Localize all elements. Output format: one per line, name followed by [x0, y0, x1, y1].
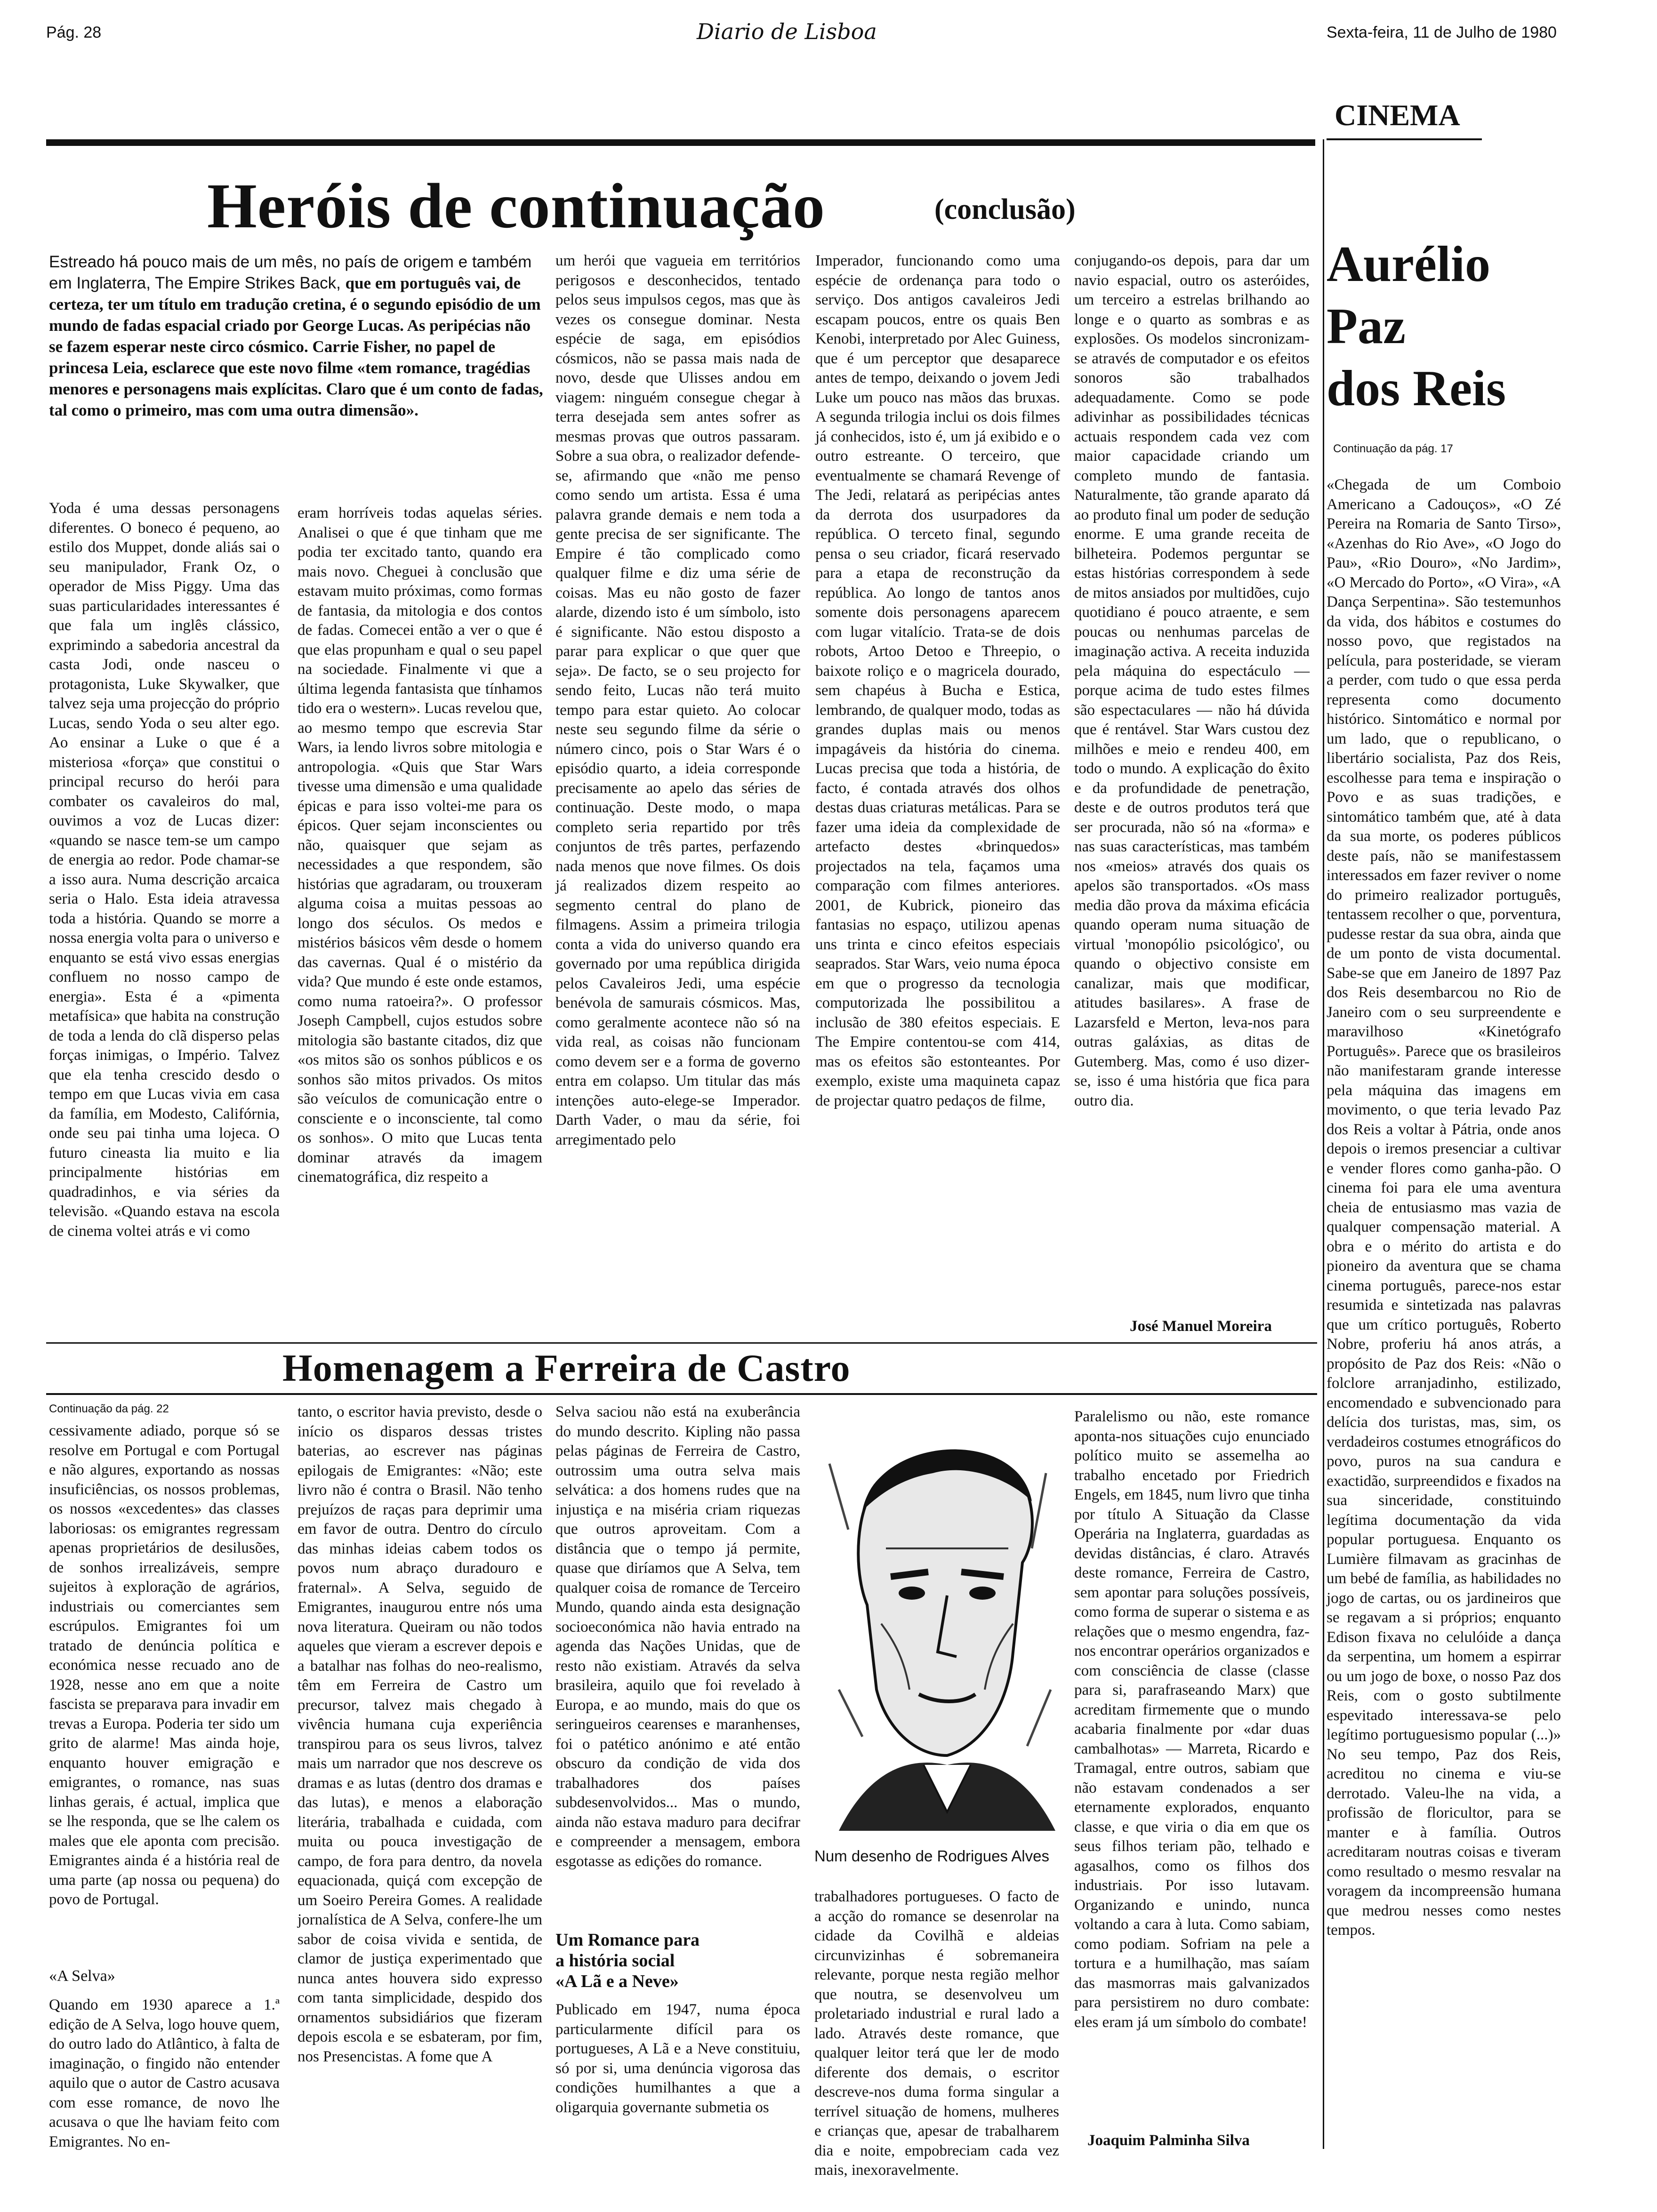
image-caption: Num desenho de Rodrigues Alves — [814, 1847, 1049, 1865]
headline-note: (conclusão) — [934, 193, 1076, 225]
section-rule — [1327, 138, 1482, 140]
subheadline-line: Um Romance para — [555, 1930, 700, 1950]
subheadline — [555, 1930, 700, 1992]
article2-column-4b — [814, 1887, 1059, 2179]
article-column-1 — [49, 499, 280, 1332]
article-column-3 — [555, 251, 800, 1334]
continuation-note: Continuação da pág. 17 — [1333, 442, 1453, 455]
sidebar-title-line: Paz — [1327, 298, 1406, 354]
portrait-drawing — [811, 1407, 1074, 1840]
article-text: Quando em 1930 aparece a 1.ª edição de A Selva, logo houve quem, do outro lado do Atlântico, à falta de imaginação, o fingido não entender aquilo que o autor de Castro acusava com esse romance, de novo lhe acusava o que lhe haviam feito com Emigrantes. No en- — [49, 1996, 280, 2150]
article-text: eram horríveis todas aquelas séries. Analisei o que é que tinham que me podia ter excitado tanto, quando era mais novo. Cheguei à conclusão que estavam muito próximas, como formas de fantasia, da mitologia e dos contos de fadas. Comecei então a ver o que é que elas propunham e qual o seu papel na sociedade. Finalmente vi que a última legenda fantasista que tínhamos tido era o western». Lucas revelou que, ao mesmo tempo que escrevia Star Wars, ia lendo livros sobre mitologia e antropologia. «Quis que Star Wars tivesse uma dimensão e uma qualidade épicas e para isso voltei-me para os épicos. Quer sejam inconscientes ou não, quaisquer que sejam as necessidades a que respondem, são histórias que agradaram, ou trouxeram alguma coisa a muitas pessoas ao longo dos séculos. Os medos e mistérios básicos vêm desde o homem das cavernas. Qual é o mistério da vida? Que mundo é este onde estamos, como numa ratoeira?». O professor Joseph Campbell, cujos estudos sobre mitologia são bastante citados, diz que «os mitos são os sonhos públicos e os sonhos são mitos privados. Os mitos são veículos de comunicação entre o consciente e o inconsciente, tal como os sonhos». O mito que Lucas tenta dominar através da imagem cinematográfica, diz respeito a — [298, 505, 542, 1186]
sidebar-title — [1327, 233, 1506, 420]
lead-paragraph — [49, 251, 548, 482]
subheadline-line: «A Lã e a Neve» — [555, 1972, 679, 1991]
sidebar-title-line: Aurélio — [1327, 236, 1490, 292]
article-text: Paralelismo ou não, este romance aponta-nos situações cujo enunciado político muito se assemelha ao trabalho encetado por Friedrich Engels, em 1845, num livro que tinha por título A Situação da Classe Operária na Inglaterra, guardadas as devidas distâncias, é claro. Através deste romance, Ferreira de Castro, sem apontar para soluções possíveis, como forma de superar o sistema e as relações que o mesmo engendra, faz-nos encontrar operários organizados e com consciência de classe (classe para si, parafraseando Marx) que acreditam firmemente que o mundo acabaria finalmente por «dar duas cambalhotas» — Marreta, Ricardo e Tramagal, entre outros, sabiam que não estavam condenados a ser eternamente explorados, enquanto classe, e que viria o dia em que os seus filhos teriam pão, telhado e agasalhos, como os filhos dos industriais. Por isso lutavam. Organizando e unindo, nunca voltando a cara à luta. Como sabiam, como podiam. Sofriam na pele a tortura e a humilhação, mas saíam das masmorras mais galvanizados para persistirem no duro combate: eles eram já um símbolo do combate! — [1074, 1408, 1310, 2031]
sidebar-text: «Chegada de um Comboio Americano a Cadouços», «O Zé Pereira na Romaria de Santo Tirso», «Azenhas do Rio Ave», «O Jogo do Pau», «Rio Douro», «No Jardim», «O Mercado do Porto», «O Vira», «A Dança Serpentina». São testemunhos da vida, dos hábitos e costumes do nosso povo, que registados na película, para posteridade, se vieram a perder, com tudo o que essa perda representa como documento histórico. Sintomático e normal por um lado, que o republicano, o libertário socialista, Paz dos Reis, escolhesse para tema e inspiração o Povo e as suas tradições, e sintomático também que, até à data da sua morte, os poderes públicos deste país, não se manifestassem interessados em fazer reviver o nome do primeiro realizador português, tentassem recolher o que, porventura, pudesse restar da sua obra, ainda que de um ponto de vista documental. Sabe-se que em Janeiro de 1897 Paz dos Reis desembarcou no Rio de Janeiro com o seu surpreendente e maravilhoso «Kinetógrafo Português». Parece que os brasileiros não manifestaram grande interesse pela máquina das imagens em movimento, o que teria levado Paz dos Reis a voltar à Pátria, onde anos depois o iremos presenciar a cultivar e vender flores como ganha-pão. O cinema foi para ele uma aventura cheia de entusiasmo mas vazia de qualquer compensação material. A obra e o mérito do artista e do pioneiro da aventura que se chama cinema português, parece-nos estar resumida e sintetizada nas palavras que um crítico português, Roberto Nobre, proferiu há anos atrás, a propósito de Paz dos Reis: «Não o folclore arranjadinho, estilizado, encomendado e subvencionado para delícia dos turistas, mas, sim, os verdadeiros costumes etnográficos do povo, puros na sua candura e exactidão, surpreendidos e fixados na sua sinceridade, constituindo legítima documentação da vida popular portuguesa. Enquanto os Lumière filmavam as gracinhas de um bebé de família, as habilidades no jogo de cartas, ou os jardineiros que se regavam a si próprios; enquanto Edison fixava no celulóide a dança da serpentina, um homem a espirrar ou um jogo de boxe, o nosso Paz dos Reis, com o gosto subtilmente espevitado interessava-se pelo legítimo portuguesismo popular (...)» No seu tempo, Paz dos Reis, acreditou no cinema e viu-se derrotado. Valeu-lhe na vida, a profissão de floricultor, para se manter e à família. Outros acreditaram noutras coisas e tiveram como resultado o mesmo resvalar na voragem da incompreensão humana que medrou nesses como nestes tempos. — [1327, 476, 1561, 1939]
article-column-5 — [1074, 251, 1310, 1296]
article-text: conjugando-os depois, para dar um navio espacial, outro os asteróides, um terceiro a estrelas brilhando ao longe e o quarto as sombras e as explosões. Os modelos sincronizam-se através de computador e os efeitos sonoros são trabalhados adequadamente. Como se pode adivinhar as possibilidades técnicas actuais respondem cada vez com maior capacidade criando um completo mundo de fantasia. Naturalmente, tão grande aparato dá ao produto final um poder de sedução enorme. E uma grande receita de bilheteira. Podemos perguntar se estas histórias correspondem à sede de mitos ansiados por multidões, cujo quotidiano é pouco atraente, e sem poucas ou nenhumas parcelas de imaginação activa. A receita induzida pela máquina do espectáculo — porque acima de tudo estes filmes são espectaculares — não há dúvida que é rentável. Star Wars custou dez milhões e meio e rendeu 400, em todo o mundo. A explicação do êxito e da profundidade de penetração, deste e de outros produtos terá que ser procurada, não só na «forma» e nas suas características, mas também nos «meios» através dos quais os apelos são transportados. «Os mass media dão prova da máxima eficácia quando operam numa situação de virtual 'monopólio psicológico', ou quando o objectivo consiste em canalizar, mais que modificar, atitudes basilares». A frase de Lazarsfeld e Merton, leva-nos para outras galáxias, as ditas de Gutemberg. Mas, como é uso dizer-se, isso é uma história que fica para outro dia. — [1074, 252, 1310, 1109]
column-divider — [1323, 139, 1324, 2149]
lead-bold: que em português vai, de certeza, ter um título em tradução cretina, é o segundo episódio de um mundo de fadas espacial criado por George Lucas. As peripécias não se fazem esperar neste circo cósmico. Carrie Fisher, no papel de princesa Leia, esclarece que este novo filme «tem romance, tragédias menores e personagens mais explícitas. Claro que é um conto de fadas, tal como o primeiro, mas com uma outra dimensão». — [49, 274, 543, 419]
article-text: Yoda é uma dessas personagens diferentes. O boneco é pequeno, ao estilo dos Muppet, donde aliás sai o seu manipulador, Frank Oz, o operador de Miss Piggy. Uma das suas particularidades interessantes é que fala um inglês clássico, exprimindo a sabedoria ancestral da casta Jodi, onde nasceu o protagonista, Luke Skywalker, que talvez seja uma projecção do próprio Lucas, sendo Yoda o seu alter ego. Ao ensinar a Luke o que é a misteriosa «força» que constitui o principal recurso do herói para combater os cavaleiros do mal, ouvimos a voz de Lucas dizer: «quando se nasce tem-se um campo de energia ao redor. Pode chamar-se a isso aura. Numa descrição arcaica seria o Halo. Esta ideia atravessa toda a história. Quando se morre a nossa energia volta para o universo e enquanto se está vivo essas energias confluem no nosso campo de energia». Esta é a «pimenta metafísica» que habita na construção de toda a lenda do clã disperso pelas forças inimigas, o Império. Talvez que ela tenha crescido desdo o tempo em que Lucas vivia em casa da família, em Modesto, Califórnia, onde seu pai tinha uma lojeca. O futuro cineasta lia muito e lia principalmente histórias em quadradinhos, e via séries da televisão. «Quando estava na escola de cinema voltei atrás e vi como — [49, 500, 280, 1240]
subheadline-line: a história social — [555, 1951, 675, 1971]
article2-column-2 — [298, 1403, 542, 2151]
article-text: Selva saciou não está na exuberância do mundo descrito. Kipling não passa pelas páginas de Ferreira de Castro, outrossim uma outra selva mais selvática: a dos homens rudes que na injustiça e na miséria criam riquezas que outros aproveitam. Com a distância que o tempo já permite, quase que diríamos que A Selva, tem qualquer coisa de romance de Terceiro Mundo, quando ainda esta designação socioeconómica não havia entrado na agenda das Nações Unidas, que de resto não existiam. Através da selva brasileira, aquilo que foi revelado à Europa, e ao mundo, mais do que os seringueiros cearenses e maranhenses, foi o patético anónimo e até então obscuro da condição de vida dos trabalhadores dos países subdesenvolvidos... Mas o mundo, ainda não estava maduro para decifrar e compreender a mensagem, embora esgotasse as edições do romance. — [555, 1403, 800, 1870]
header-rule — [46, 139, 1315, 146]
article-column-4 — [815, 251, 1060, 1334]
article2-column-3 — [555, 1403, 800, 1925]
article2-column-3b — [555, 2000, 800, 2151]
article-separator — [46, 1342, 1317, 1344]
continuation-note: Continuação da pág. 22 — [49, 1403, 169, 1415]
article2-column-1 — [49, 1421, 280, 1963]
article-text: um herói que vagueia em territórios perigosos e desconhecidos, tentado pelos seus impulsos cegos, mas que às vezes os consegue dominar. Nesta espécie de saga, em episódios cósmicos, não se passa mais nada de novo, desde que Ulisses andou em viagem: ninguém consegue chegar à terra desejada sem antes sofrer as mesmas provas que outros passaram. Sobre a sua obra, o realizador defende-se, afirmando que «não me penso como sendo um artista. Essa é uma palavra grande demais e nem toda a gente precisa de ser significante. The Empire é tão complicado como qualquer filme e diz uma série de coisas. Mas eu não gosto de fazer alarde, dizendo isto é um símbolo, isto é significante. Não estou disposto a parar para explicar o que quer que seja». De facto, se o seu projecto for sendo feito, Lucas não terá muito tempo para estar quieto. Ao colocar neste seu segundo filme da série o número cinco, pois o Star Wars é o episódio quarto, a ideia corresponde precisamente ao apelo das séries de continuação. Deste modo, o mapa completo seria repartido por três conjuntos de três partes, perfazendo nada menos que nove filmes. Os dois já realizados dizem respeito ao segmento central do plano de filmagens. Assim a primeira trilogia conta a vida do universo quando era governado por uma república dirigida pelos Cavaleiros Jedi, uma espécie benévola de samurais cósmicos. Mas, como geralmente acontece não só na vida real, as coisas não funcionam como devem ser e a forma de governo entra em colapso. Um titular das más intenções auto-elege-se Imperador. Darth Vader, o mau da série, foi arregimentado pelo — [555, 252, 800, 1148]
page-number: Pág. 28 — [46, 24, 102, 41]
headline-2-rule — [46, 1393, 1317, 1395]
author-signature-2: Joaquim Palminha Silva — [1087, 2132, 1250, 2149]
article-text: Publicado em 1947, numa época particularmente difícil para os portugueses, A Lã e a Neve constituiu, só por si, uma denúncia vigorosa das condições humilhantes a que a oligarquia governante submetia os — [555, 2001, 800, 2116]
subheading: «A Selva» — [49, 1967, 115, 1985]
section-label: CINEMA — [1335, 98, 1460, 132]
lead-normal: Estreado há pouco mais de um mês, no país de origem e também em Inglaterra, The Empire Strikes Back, — [49, 253, 532, 292]
article-text: Imperador, funcionando como uma espécie de ordenança para todo o serviço. Dos antigos cavaleiros Jedi escapam poucos, entre os quais Ben Kenobi, interpretado por Alec Guiness, que é um perceptor que desaparece antes de tempo, deixando o jovem Jedi Luke um pouco nas mãos das bruxas. A segunda trilogia inclui os dois filmes já conhecidos, isto é, um já exibido e o outro estreante. O terceiro, que eventualmente se chamará Revenge of The Jedi, relatará as peripécias antes da derrota dos usurpadores da república. O terceto final, segundo pensa o seu criador, ficará reservado para a etapa de reconstrução da república. Ao longo de tantos anos somente dois personagens aparecem com lugar vitalício. Trata-se de dois robots, Artoo Detoo e Threepio, o baixote roliço e o magricela dourado, sem chapéus à Bucha e Estica, lembrando, de qualquer modo, todas as grandes duplas mais ou menos impagáveis da história do cinema. Lucas precisa que toda a história, de facto, é contada através dos olhos destas duas criaturas metálicas. Para se fazer uma ideia da complexidade de artefacto destes «brinquedos» projectados na tela, façamos uma comparação com filmes anteriores. 2001, de Kubrick, pioneiro das fantasias no espaço, utilizou apenas uns trinta e cinco efeitos especiais seaprados. Star Wars, veio numa época em que o progresso da tecnologia computorizada lhe possibilitou a inclusão de 380 efeitos especiais. E The Empire contentou-se com 414, mas os efeitos são estonteantes. Por exemplo, existe uma maquineta capaz de projectar quatro pedaços de filme, — [815, 252, 1060, 1109]
headline: Heróis de continuação — [207, 171, 825, 241]
sidebar-column — [1327, 475, 1561, 2132]
article-text: cessivamente adiado, porque só se resolve em Portugal e com Portugal e não algures, exportando as nossas insuficiências, os nossos problemas, os nossos «excedentes» das classes laboriosas: os emigrantes regressam apenas proprietários de desilusões, de sonhos irrealizáveis, sempre sujeitos à exploração de agrários, industriais ou comerciantes sem escrúpulos. Emigrantes foi um tratado de denúncia política e económica nesse recuado ano de 1928, nesse ano em que a noite fascista se preparava para invadir em trevas a Europa. Poderia ter sido um grito de alarme! Mas ainda hoje, enquanto houver emigração e emigrantes, o romance, nas suas linhas gerais, é actual, implica que se lhe responda, que se lhe calem os males que ele aponta com precisão. Emigrantes ainda é a história real de uma parte (ap nossa ou pequena) do povo de Portugal. — [49, 1422, 280, 1908]
headline-2: Homenagem a Ferreira de Castro — [282, 1346, 851, 1389]
article2-column-1b — [49, 1996, 280, 2151]
article-column-2 — [298, 504, 542, 1332]
sidebar-title-line: dos Reis — [1327, 361, 1506, 417]
article-text: tanto, o escritor havia previsto, desde o início os disparos dessas tristes baterias, ao escrever nas páginas epilogais de Emigrantes: «Não; este livro não é contra o Brasil. Não tenho prejuízos de raças para deprimir uma em favor de outra. Dentro do círculo das minhas ideias cabem todos os povos num abraço duradouro e fraternal». A Selva, seguido de Emigrantes, inaugurou entre nós uma nova literatura. Queiram ou não todos aqueles que vieram a escrever depois e a batalhar nas folhas do neo-realismo, têm em Ferreira de Castro um precursor, talvez mais chegado à vivência humana cuja experiência transpirou para os seus livros, talvez mais um narrador que nos descreve os dramas e as lutas (dentro dos dramas e das lutas), e menos a elaboração literária, trabalhada e cuidada, com muita ou pouca investigação de campo, de fora para dentro, da novela equacionada, quiçá com excepção de um Soeiro Pereira Gomes. A realidade jornalística de A Selva, confere-lhe um sabor de coisa vivida e sentida, de clamor de justiça experimentado que nunca antes houvera sido expresso com tanta simplicidade, despido dos ornamentos subsidiários que fizeram depois escola e se esbateram, por fim, nos Presencistas. A fome que A — [298, 1403, 542, 2065]
author-signature: José Manuel Moreira — [1130, 1318, 1272, 1335]
issue-date: Sexta-feira, 11 de Julho de 1980 — [1327, 24, 1557, 41]
article-text: trabalhadores portugueses. O facto de a acção do romance se desenrolar na cidade da Covilhã e aldeias circunvizinhas é sobremaneira relevante, porque nesta região melhor que noutra, se desenvolveu um proletariado industrial e rural lado a lado. Através deste romance, que qualquer leitor terá que ler de modo diferente dos demais, o escritor descreve-nos duma forma singular a terrível situação de homens, mulheres e crianças que, apesar de trabalharem dia e noite, empobreciam cada vez mais, inexoravelmente. — [814, 1888, 1059, 2179]
portrait-illustration — [811, 1407, 1074, 1840]
masthead: Diario de Lisboa — [697, 19, 877, 44]
article2-column-5 — [1074, 1407, 1310, 2113]
